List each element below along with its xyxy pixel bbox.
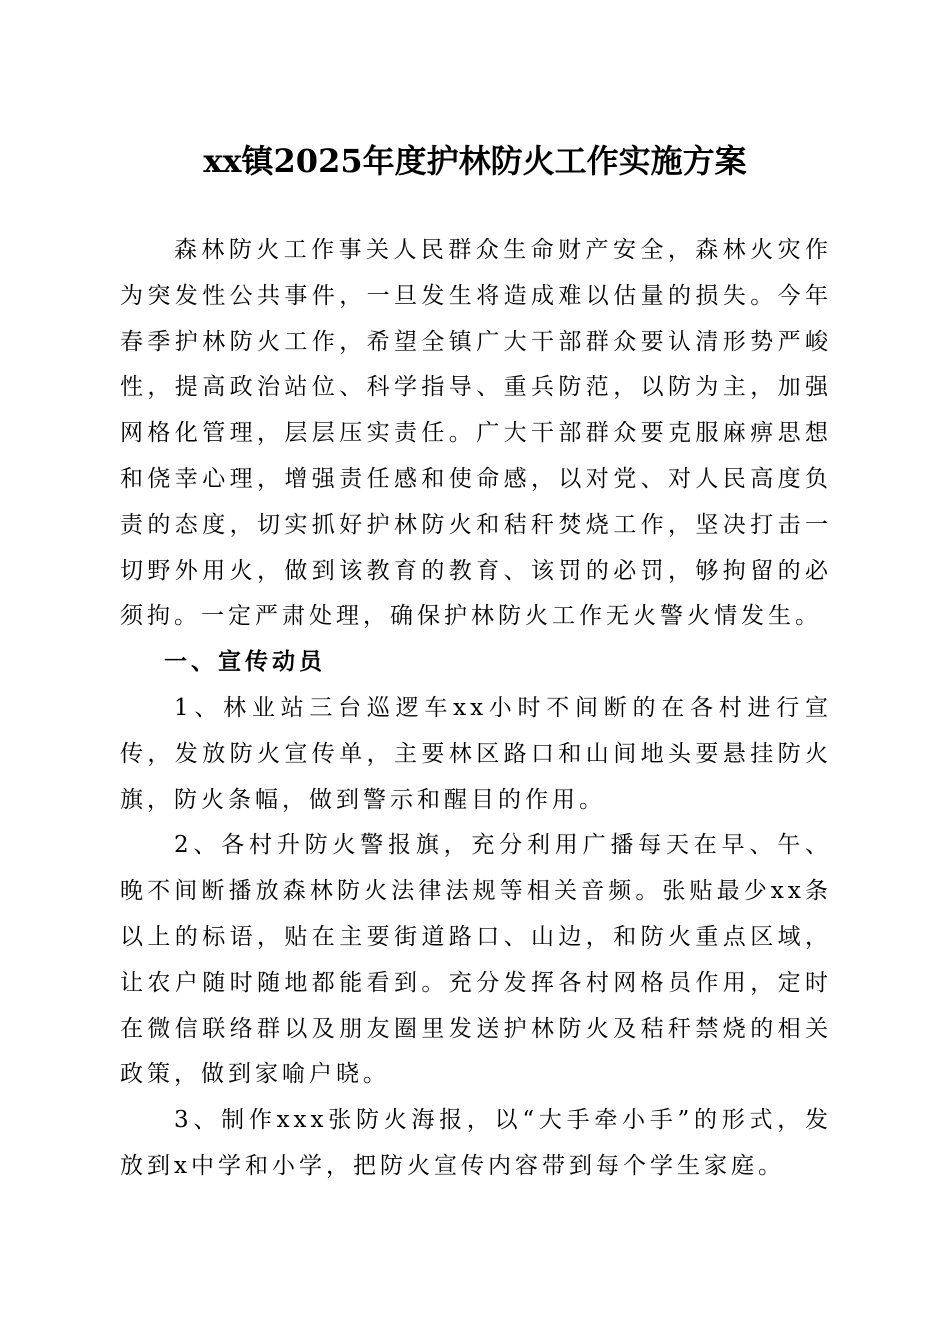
section-item-1: 1、林业站三台巡逻车xx小时不间断的在各村进行宣传，发放防火宣传单，主要林区路口和山间地头要悬挂防火旗，防火条幅，做到警示和醒目的作用。 <box>120 694 832 813</box>
section-item-2: 2、各村升防火警报旗，充分利用广播每天在早、午、晚不间断播放森林防火法律法规等相关音频。张贴最少xx条以上的标语，贴在主要街道路口、山边，和防火重点区域，让农户随时随地都能看到。充分发挥各村网格员作用，定时在微信联络群以及朋友圈里发送护林防火及秸秆禁烧的相关政策，做到家喻户晓。 <box>120 832 832 1088</box>
section-item-3: 3、制作xxx张防火海报，以“大手牵小手”的形式，发放到x中学和小学，把防火宣传内容带到每个学生家庭。 <box>120 1107 832 1179</box>
document-body <box>120 228 832 1190</box>
section-heading: 一、宣传动员 <box>164 649 326 676</box>
intro-paragraph: 森林防火工作事关人民群众生命财产安全，森林火灾作为突发性公共事件，一旦发生将造成难以估量的损失。今年春季护林防火工作，希望全镇广大干部群众要认清形势严峻性，提高政治站位、科学指导、重兵防范，以防为主，加强网格化管理，层层压实责任。广大干部群众要克服麻痹思想和侥幸心理，增强责任感和使命感，以对党、对人民高度负责的态度，切实抓好护林防火和秸秆焚烧工作，坚决打击一切野外用火，做到该教育的教育、该罚的必罚，够拘留的必须拘。一定严肃处理，确保护林防火工作无火警火情发生。 <box>120 237 832 630</box>
document-title: xx镇2025年度护林防火工作实施方案 <box>203 142 747 180</box>
